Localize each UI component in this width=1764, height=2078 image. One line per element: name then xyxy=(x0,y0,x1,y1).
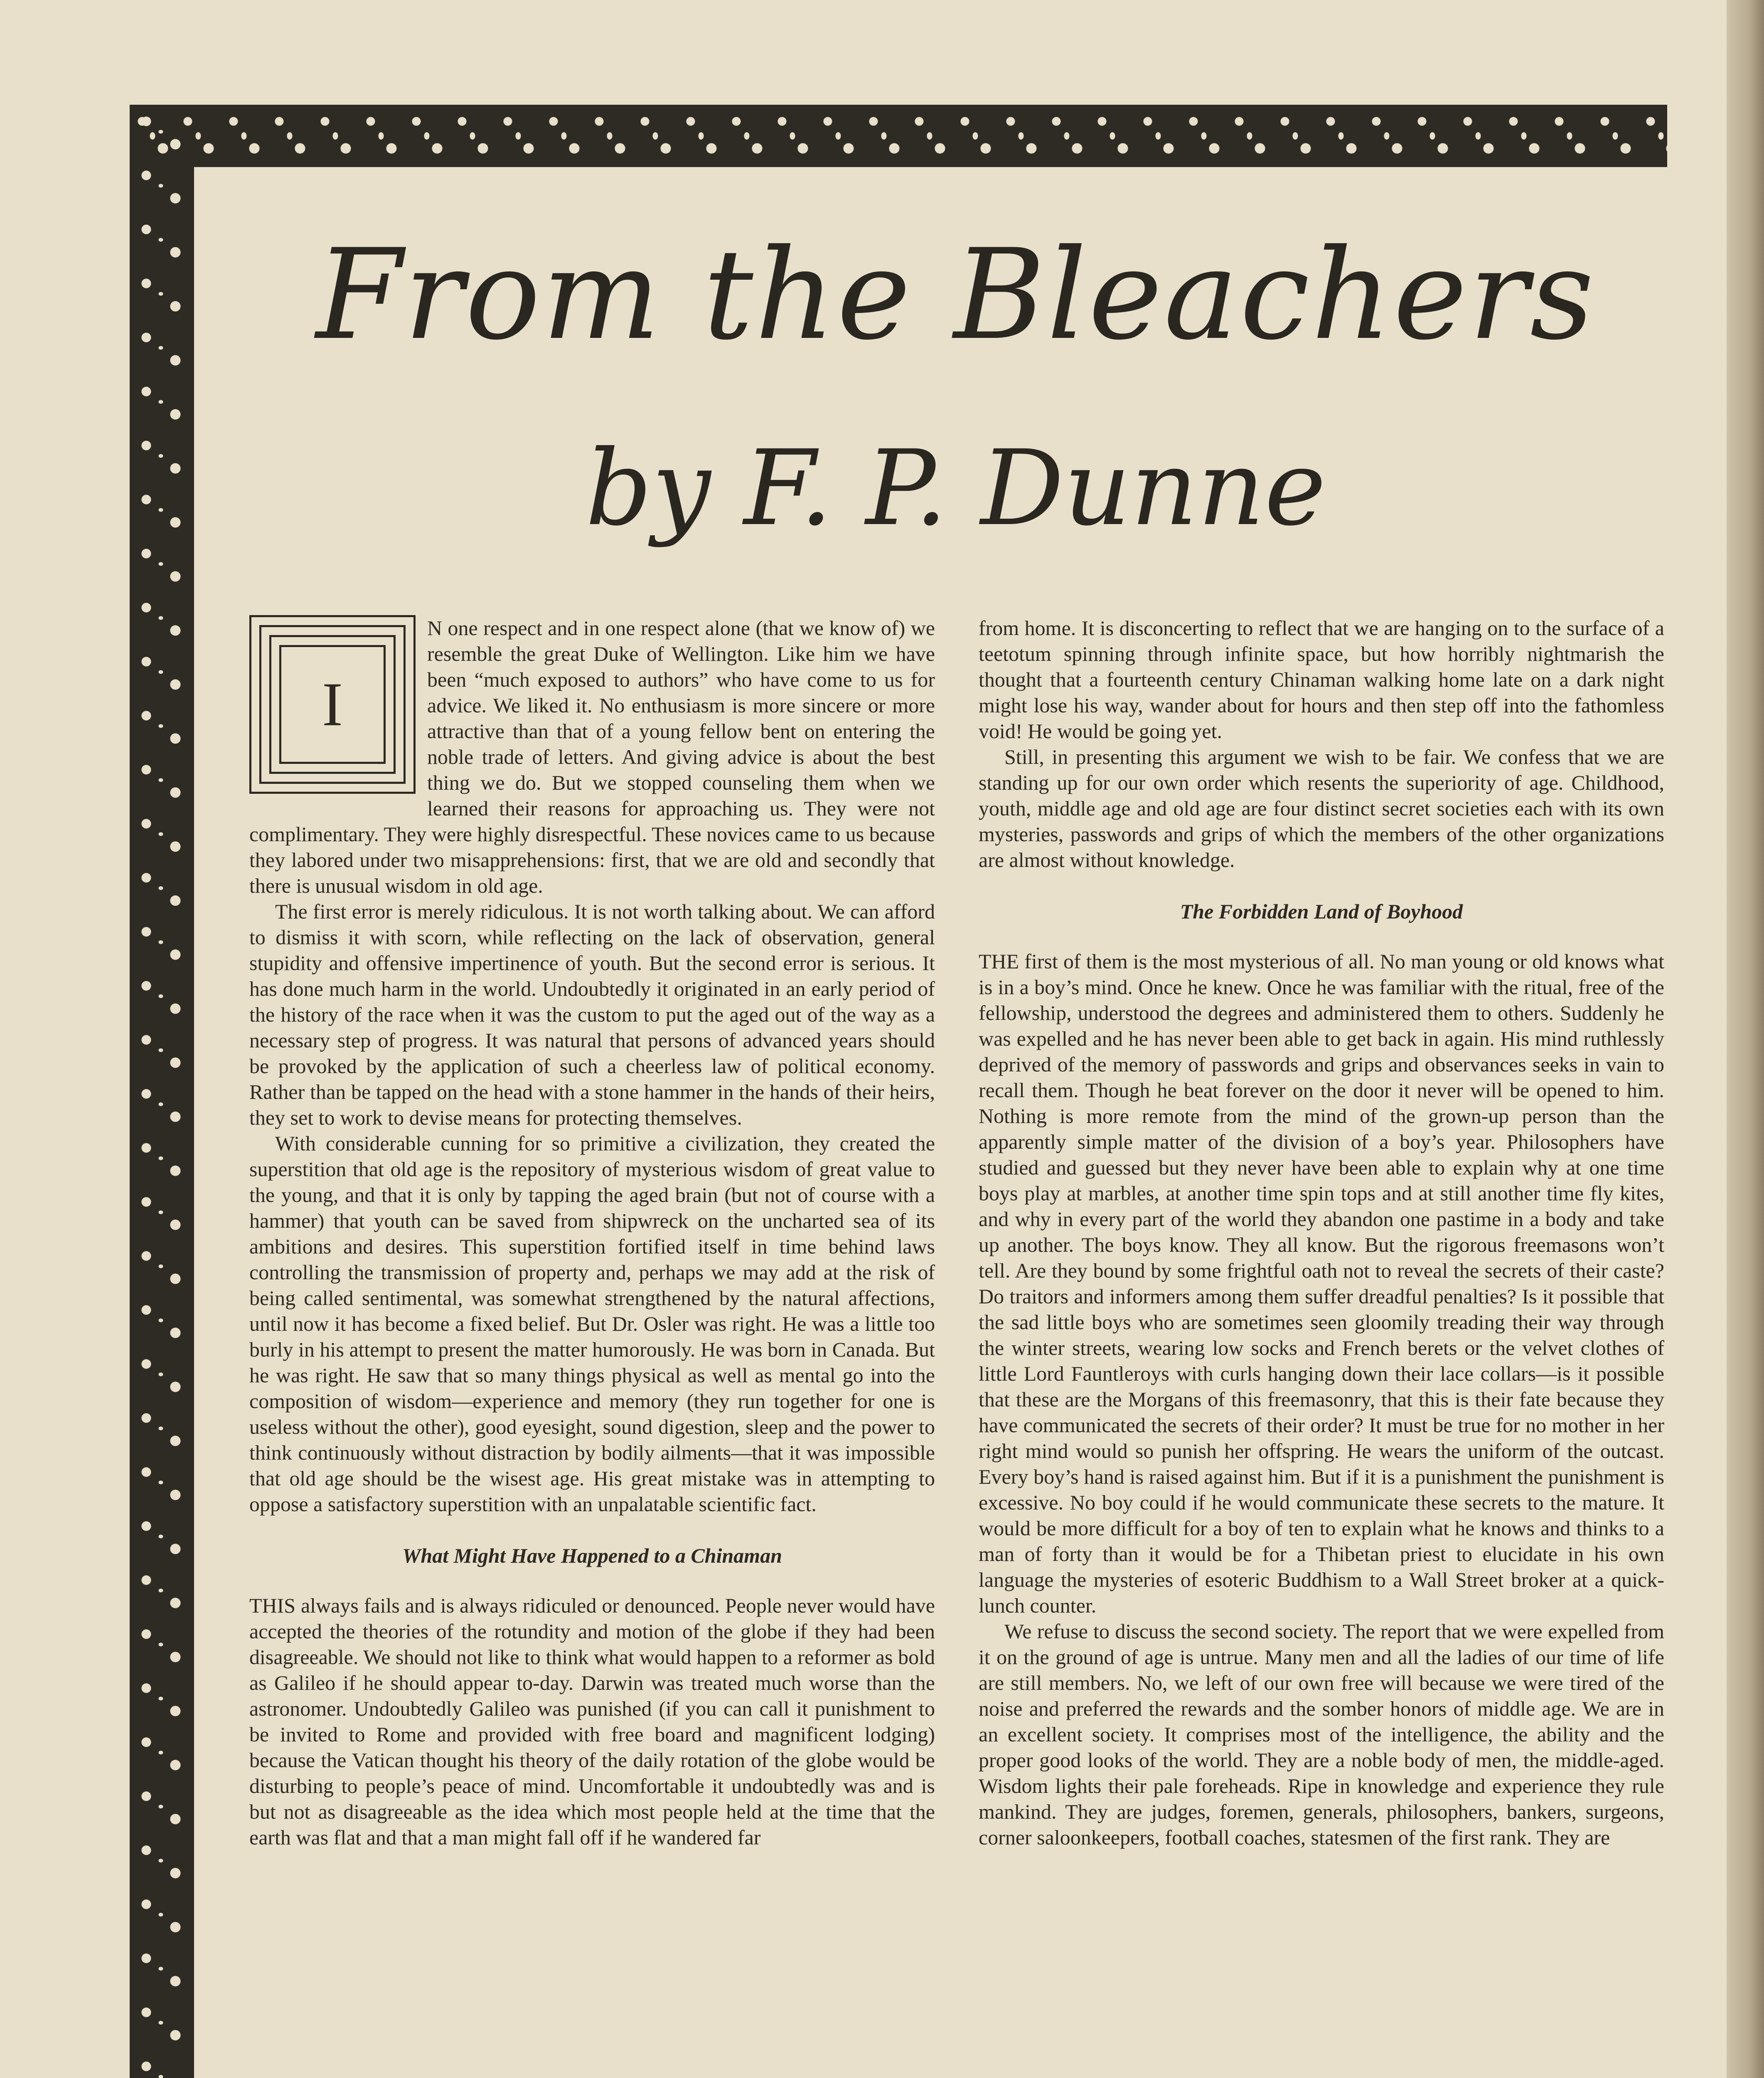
paragraph: The first error is merely ridiculous. It is not worth talking about. We can afford to dismiss it with scorn, while reflecting on the lack of observation, general stupidity and offensive impertinence of youth. But the second error is serious. It has done much harm in the world. Undoubtedly it originated in an early period of the history of the race when it was the custom to put the aged out of the way as a necessary step of progress. It was natural that persons of advanced years should be provoked by the application of such a cheerless law of political economy. Rather than be tapped on the head with a stone hammer in the hands of their heirs, they set to work to devise means for protecting themselves. xyxy=(249,900,935,1129)
drop-cap-letter: I xyxy=(322,670,343,739)
section-heading: The Forbidden Land of Boyhood xyxy=(1180,900,1463,923)
section-heading: What Might Have Happened to a Chinaman xyxy=(402,1544,782,1567)
paragraph: With considerable cunning for so primitive a civilization, they created the superstition that old age is the repository of mysterious wisdom of great value to the young, and that it is only by tapping the aged brain (but not of course with a hammer) that youth can be saved from shipwreck on the uncharted sea of its ambitions and desires. This superstition fortified itself in time behind laws controlling the transmission of property and, perhaps we may add at the risk of being called sentimental, was somewhat strengthened by the natural affections, until now it has become a fixed belief. But Dr. Osler was right. He was a little too burly in his attempt to present the matter humorously. He was born in Canada. But he was right. He saw that so many things physical as well as mental go into the composition of wisdom—experience and memory (they run together for one is useless without the other), good eyesight, sound digestion, sleep and the power to think continuously without distraction by bodily ailments—that it was impossible that old age should be the wisest age. His great mistake was in attempting to oppose a satisfactory superstition with an unpalatable scientific fact. xyxy=(249,1132,935,1516)
paragraph: THIS always fails and is always ridiculed or denounced. People never would have accepted the theories of the rotundity and motion of the globe if they had been disagreeable. We should not like to think what would happen to a reformer as bold as Galileo if he should appear to-day. Darwin was treated much worse than the astronomer. Undoubtedly Galileo was punished (if you can call it punishment to be invited to Rome and provided with free board and magnificent lodging) because the Vatican thought his theory of the daily rotation of the globe would be disturbing to people’s peace of mind. Uncomfortable it undoubtedly was and is but not as disagreeable as the idea which most people held at the time that the earth was flat and that a man might fall off if he wandered far xyxy=(249,1594,935,1849)
paragraph: Still, in presenting this argument we wish to be fair. We confess that we are standing up for our own order which resents the superiority of age. Childhood, youth, middle age and old age are four distinct secret societies each with its own mysteries, passwords and grips of which the members of the other organizations are almost without knowledge. xyxy=(979,745,1664,872)
left-column xyxy=(249,615,935,1850)
paragraph: THE first of them is the most mysterious of all. No man young or old knows what is in a boy’s mind. Once he knew. Once he was familiar with the ritual, free of the fellowship, understood the degrees and administered them to others. Suddenly he was expelled and he has never been able to get back in again. His mind ruthlessly deprived of the memory of passwords and grips and observances seeks in vain to recall them. Though he beat forever on the door it never will be opened to him. Nothing is more remote from the mind of the grown-up person than the apparently simple matter of the division of a boy’s year. Philosophers have studied and guessed but they never have been able to explain why at one time boys play at marbles, at another time spin tops and at still another time fly kites, and why in every part of the world they abandon one pastime in a body and take up another. The boys know. They all know. But the rigorous freemasons won’t tell. Are they bound by some frightful oath not to reveal the secrets of their caste? Do traitors and informers among them suffer dreadful penalties? Is it possible that the sad little boys who are sometimes seen gloomily treading their way through the winter streets, wearing low socks and French berets or the velvet clothes of little Lord Fauntleroys with curls hanging down their lace collars—is it possible that these are the Morgans of this freemasonry, that this is their fate because they have communicated the secrets of their order? It must be true for no mother in her right mind would so punish her offspring. He wears the uniform of the outcast. Every boy’s hand is raised against him. But if it is a punishment the punishment is excessive. No boy could if he would communicate these secrets to the mature. It would be more difficult for a boy of ten to explain what he knows and thinks to a man of forty than it would be for a Thibetan priest to elucidate in his own language the mysteries of esoteric Buddhism to a Wall Street broker at a quick-lunch counter. xyxy=(979,950,1664,1617)
drop-cap xyxy=(249,615,416,794)
article-byline: by F. P. Dunne xyxy=(585,428,1326,549)
paragraph: We refuse to discuss the second society. The report that we were expelled from it on the ground of age is untrue. Many men and all the ladies of our time of life are still members. No, we left of our own free will because we were tired of the noise and preferred the rewards and the somber honors of middle age. We are in an excellent society. It comprises most of the intelligence, the ability and the proper good looks of the world. They are a noble body of men, the middle-aged. Wisdom lights their pale foreheads. Ripe in knowledge and experience they rule mankind. They are judges, foremen, generals, philosophers, bankers, surgeons, corner saloonkeepers, football coaches, statesmen of the first rank. They are xyxy=(979,1620,1664,1849)
paragraph: from home. It is disconcerting to reflect that we are hanging on to the surface of a teetotum spinning through infinite space, but how horribly nightmarish the thought that a fourteenth century Chinaman walking home late on a dark night might lose his way, wander about for hours and then step off into the fathomless void! He would be going yet. xyxy=(979,616,1664,743)
right-column xyxy=(979,615,1664,1850)
article-title: From the Bleachers xyxy=(316,222,1596,367)
page-edge-shadow xyxy=(1727,0,1764,2078)
paragraph: N one respect and in one respect alone (that we know of) we resemble the great Duke of Wellington. Like him we have been “much exposed to authors” who have come to us for advice. We liked it. No enthusiasm is more sincere or more attractive than that of a young fellow bent on entering the noble trade of letters. And giving advice is about the best thing we do. But we stopped counseling them when we learned their reasons for approaching us. They were not complimentary. They were highly disrespectful. These novices came to us because they labored under two misapprehensions: first, that we are old and secondly that there is unusual wisdom in old age. xyxy=(249,616,935,897)
